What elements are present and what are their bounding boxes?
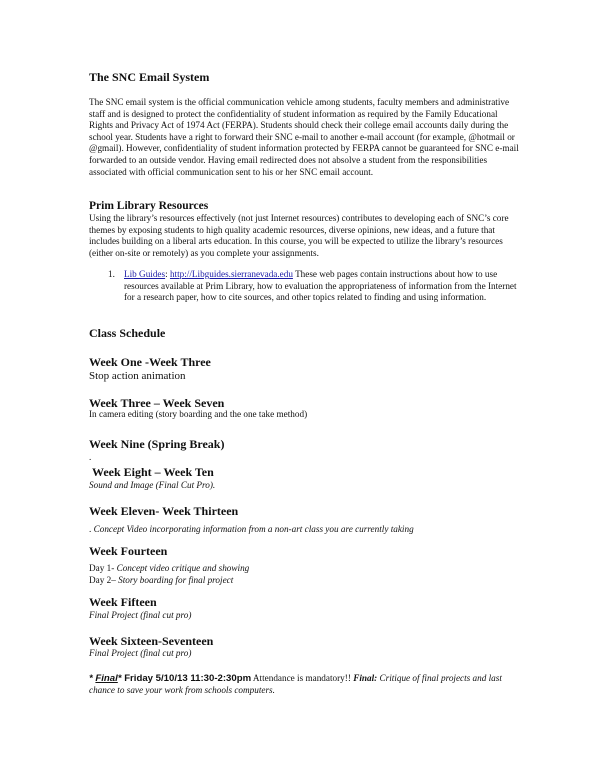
final-mandatory: Attendance is mandatory!! (251, 673, 354, 683)
email-section-body: The SNC email system is the official communication vehicle among students, faculty members and administrative staff and is designed to protect the confidentiality of student information as required by the Family Educational Rights and Privacy Act of 1974 Act (FERPA). Students should check their college email accounts daily during the school year. Students have a right to forward their SNC e-mail to another e-mail account (for example, @hotmail or @gmail). However, confidentiality of student information protected by FERPA cannot be guaranteed for SNC e-mail forwarded to an outside vendor. Having email redirected does not absolve a student from the responsibilities associated with official communication sent to his or her SNC email account. (89, 97, 519, 177)
week-fourteen-title: Week Fourteen (89, 544, 168, 558)
week-eight-title: Week Eight – Week Ten (92, 465, 214, 479)
week-sixteen-desc: Final Project (final cut pro) (89, 648, 192, 658)
week-three-title: Week Three – Week Seven (89, 396, 225, 410)
day2-desc: Story boarding for final project (118, 575, 234, 585)
list-item-text (124, 269, 524, 304)
final-word: Final (95, 673, 118, 684)
day1-desc: Concept video critique and showing (116, 563, 250, 573)
week-nine-title: Week Nine (Spring Break) (89, 437, 225, 451)
class-schedule-title: Class Schedule (89, 326, 166, 340)
lib-guides-label: Lib Guides (124, 269, 166, 279)
week-eleven-desc-line (89, 519, 414, 537)
week-fifteen-title: Week Fifteen (89, 595, 157, 609)
day1-label: Day 1- (89, 563, 117, 573)
week-eleven-desc: Concept Video incorporating information from a non-art class you are currently taking (93, 524, 414, 534)
final-star-close: * (117, 673, 122, 684)
final-desc: Critique of final projects and last chance to save your work from schools computers. (89, 673, 502, 695)
email-section-title: The SNC Email System (89, 70, 210, 84)
library-section-body: Using the library’s resources effectively (not just Internet resources) contributes to developing each of SNC’s core themes by exposing students to high quality academic resources, diverse opinions, new ideas, and a future that includes building on a liberal arts education. In this course, you will be expected to utilize the library’s resources (either on-site or remotely) as you complete your assignments. (89, 213, 509, 258)
day2-label: Day 2– (89, 575, 119, 585)
week-eight-desc: Sound and Image (Final Cut Pro). (89, 480, 216, 490)
final-exam-note (89, 673, 509, 696)
week-nine-dot: . (89, 452, 92, 462)
lib-guides-colon: : (165, 269, 170, 279)
week-three-desc: In camera editing (story boarding and the one take method) (89, 409, 308, 419)
week-fifteen-desc: Final Project (final cut pro) (89, 610, 192, 620)
list-number: 1. (108, 269, 115, 279)
week-sixteen-title: Week Sixteen-Seventeen (89, 634, 214, 648)
lib-guides-link[interactable]: http://Libguides.sierranevada.edu (169, 269, 293, 279)
week-fourteen-day2 (89, 570, 233, 588)
lib-guides-description: These web pages contain instructions about how to use resources available at Prim Library, how to evaluation the appropriateness of information from the Internet for a research paper, how to cite sources, and other topics related to finding and using information. (124, 269, 517, 303)
week-one-title: Week One -Week Three (89, 355, 211, 369)
final-star-open: * (89, 673, 96, 684)
final-date: Friday 5/10/13 11:30-2:30pm (121, 673, 252, 684)
week-one-desc: Stop action animation (89, 370, 186, 382)
library-section-title: Prim Library Resources (89, 200, 209, 212)
week-eleven-prefix: . (89, 524, 94, 534)
week-eleven-title: Week Eleven- Week Thirteen (89, 504, 239, 518)
final-label: Final: (353, 673, 378, 683)
